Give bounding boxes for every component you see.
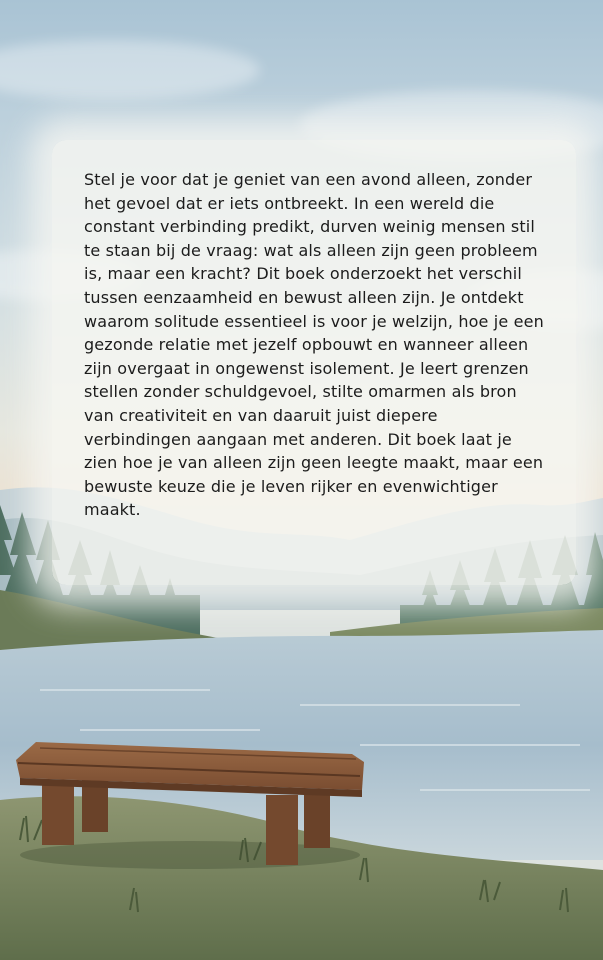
bench-leg <box>42 780 74 845</box>
bench-leg <box>304 790 330 848</box>
back-cover-blurb: Stel je voor dat je geniet van een avond alleen, zonder het gevoel dat er iets ontbreekt. In een wereld die constant verbinding predikt, durven weinig mensen stil te staan bij de vraag: wat als alleen zijn geen probleem is, maar een kracht? Dit boek onderzoekt het verschil tussen eenzaamheid en bewust alleen zijn. Je ontdekt waarom solitude essentieel is voor je welzijn, hoe je een gezonde relatie met jezelf opbouwt en wanneer alleen zijn overgaat in ongewenst isolement. Je leert grenzen stellen zonder schuldgevoel, stilte omarmen als bron van creativiteit en van daaruit juist diepere verbindingen aangaan met anderen. Dit boek laat je zien hoe je van alleen zijn geen leegte maakt, maar een bewuste keuze die je leven rijker en evenwichtiger maakt. <box>84 170 544 520</box>
bench-leg <box>266 795 298 865</box>
